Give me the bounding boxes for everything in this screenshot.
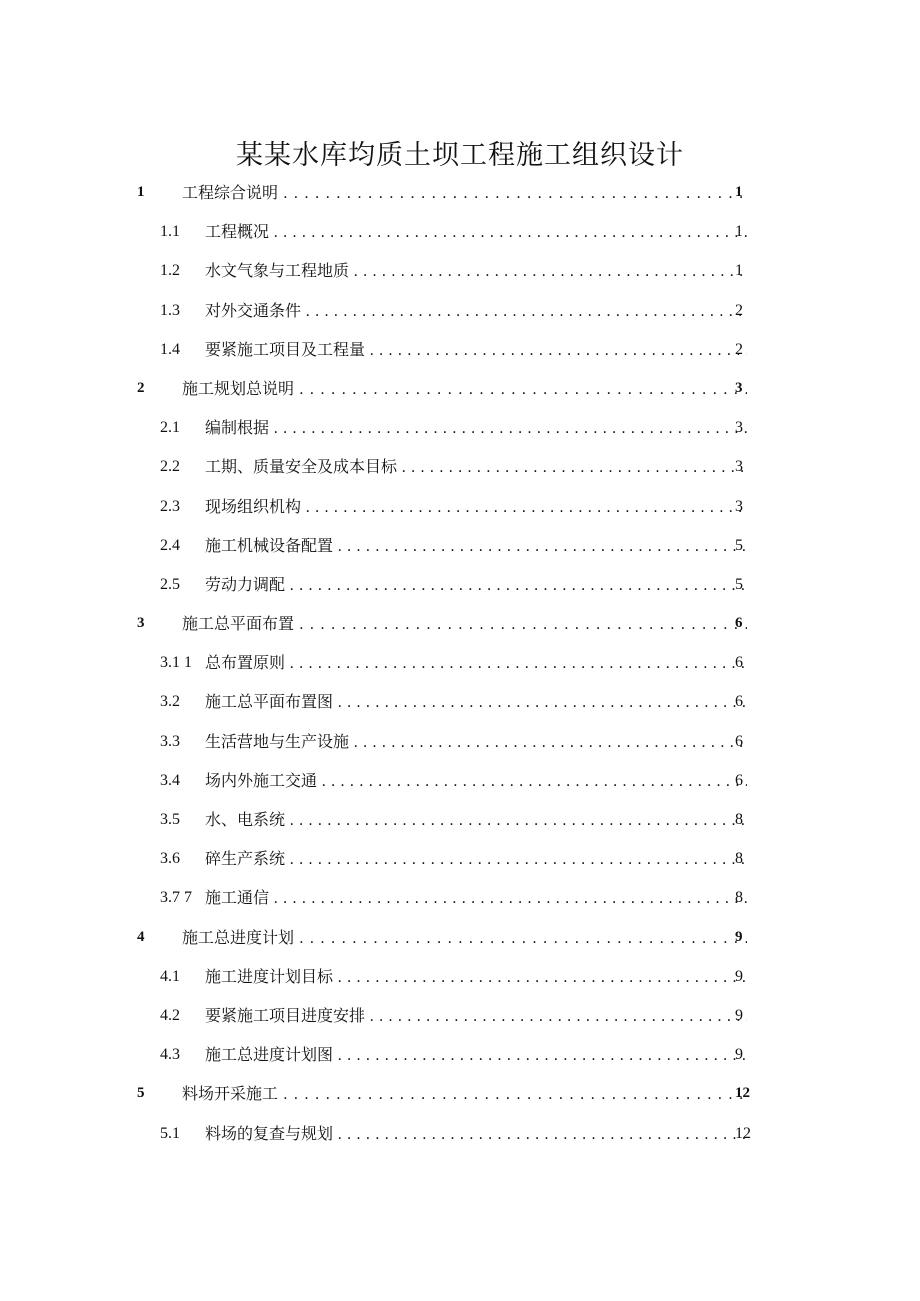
toc-section-entry[interactable] [0,839,920,878]
toc-entry-page-number: 1 [735,262,743,280]
toc-entry-label [205,330,747,370]
toc-entry-page-number: 9 [735,1046,743,1064]
toc-entry-page-number: 12 [735,1124,751,1142]
toc-entry-label [182,1074,747,1114]
toc-entry-label [205,996,747,1036]
toc-entry-number: 2.3 [160,497,180,515]
toc-entry-page-number: 2 [735,301,743,319]
toc-entry-label [205,291,747,331]
toc-entry-number: 1.2 [160,262,180,280]
toc-entry-title: 施工总平面布置 . . . [182,614,747,633]
toc-entry-page-number: 9 [735,967,743,985]
toc-chapter-entry[interactable] [0,604,920,643]
toc-section-entry[interactable] [0,447,920,486]
toc-entry-label [205,565,747,605]
toc-entry-title: 施工总进度计划 . . . [182,928,747,947]
toc-entry-page-number: 1 [735,223,743,241]
toc-entry-title: 水文气象与工程地质 . . . [205,261,747,280]
toc-section-entry[interactable] [0,526,920,565]
toc-entry-label [205,1114,747,1154]
toc-entry-number: 1 [137,184,145,200]
toc-entry-number: 5 [137,1085,145,1102]
toc-entry-page-number: 1 [735,184,743,200]
toc-section-entry[interactable] [0,722,920,761]
toc-entry-label [205,408,747,448]
toc-entry-title: 施工机械设备配置 . . . [205,536,747,555]
toc-entry-number: 2.4 [160,536,180,554]
toc-entry-page-number: 6 [735,732,743,750]
toc-entry-number: 1.1 [160,223,180,241]
toc-section-entry[interactable] [0,251,920,290]
toc-entry-label [205,878,747,918]
toc-entry-title: 现场组织机构 . . . [205,497,747,516]
toc-chapter-entry[interactable] [0,918,920,957]
toc-entry-page-number: 6 [735,615,743,632]
toc-section-entry[interactable] [0,212,920,251]
toc-entry-label [182,604,747,644]
toc-entry-page-number: 5 [735,536,743,554]
toc-entry-page-number: 8 [735,811,743,828]
toc-section-entry[interactable] [0,291,920,330]
toc-section-entry[interactable] [0,330,920,369]
toc-section-entry[interactable] [0,996,920,1035]
toc-entry-number: 5.1 [160,1124,180,1142]
toc-entry-page-number: 8 [735,850,743,868]
toc-entry-number: 1.3 [160,301,180,319]
toc-section-entry[interactable] [0,682,920,721]
toc-entry-title: 要紧施工项目进度安排 . . . [205,1006,747,1025]
toc-entry-page-number: 3 [735,497,743,515]
toc-section-entry[interactable] [0,878,920,917]
toc-entry-title: 生活营地与生产设施 . . . [205,732,747,751]
toc-entry-label [205,800,747,840]
toc-entry-label [205,957,747,997]
toc-entry-title: 碎生产系统 . . . [205,849,747,868]
toc-entry-number: 2.1 [160,419,180,437]
toc-entry-title: 水、电系统 . . . [205,810,747,829]
document-title: 某某水库均质土坝工程施工组织设计 [236,140,684,172]
toc-entry-label [182,918,747,958]
toc-entry-page-number: 12 [735,1085,750,1102]
toc-entry-page-number: 9 [735,1006,743,1024]
toc-entry-number: 3.7 7 [160,889,192,907]
toc-section-entry[interactable] [0,957,920,996]
toc-section-entry[interactable] [0,487,920,526]
toc-entry-number: 4.3 [160,1046,180,1064]
toc-entry-number: 4.2 [160,1006,180,1024]
toc-entry-number: 3.2 [160,693,180,711]
toc-entry-title: 施工进度计划目标 . . . [205,967,747,986]
toc-entry-label [205,487,747,527]
toc-entry-title: 工程概况 . . . [205,222,747,241]
toc-entry-title: 劳动力调配 . . . [205,575,747,594]
toc-section-entry[interactable] [0,643,920,682]
toc-entry-title: 对外交通条件 . . . [205,301,747,320]
toc-entry-label [205,761,747,801]
toc-entry-page-number: 3 [735,379,743,396]
toc-entry-title: 要紧施工项目及工程量 . . . [205,340,747,359]
toc-entry-page-number: 6 [735,693,743,711]
toc-entry-label [205,722,747,762]
toc-chapter-entry[interactable] [0,1074,920,1113]
table-of-contents [0,173,920,1153]
toc-entry-page-number: 5 [735,575,743,593]
toc-entry-title: 施工通信 . . . [205,888,747,907]
toc-entry-page-number: 3 [735,419,743,437]
toc-entry-number: 2 [137,379,145,396]
toc-entry-page-number: 3 [735,458,743,476]
toc-entry-title: 总布置原则 . . . [205,653,747,672]
toc-entry-title: 施工总进度计划图 . . . [205,1045,747,1064]
toc-section-entry[interactable] [0,800,920,839]
toc-chapter-entry[interactable] [0,173,920,212]
toc-entry-page-number: 8 [735,889,743,907]
toc-entry-label [205,839,747,879]
toc-entry-number: 2.2 [160,458,180,476]
toc-chapter-entry[interactable] [0,369,920,408]
toc-section-entry[interactable] [0,565,920,604]
toc-entry-title: 工期、质量安全及成本目标 . . . [205,457,747,476]
toc-entry-label [205,643,747,683]
toc-entry-number: 4 [137,928,145,945]
toc-entry-label [205,1035,747,1075]
toc-section-entry[interactable] [0,1114,920,1153]
toc-entry-title: 工程综合说明 . . . [182,183,747,202]
toc-entry-number: 3.1 1 [160,654,192,672]
toc-entry-label [205,447,747,487]
toc-entry-number: 3.4 [160,771,180,789]
toc-section-entry[interactable] [0,1035,920,1074]
toc-entry-label [182,173,747,213]
toc-entry-number: 2.5 [160,575,180,593]
toc-entry-number: 3.3 [160,732,180,750]
toc-section-entry[interactable] [0,408,920,447]
toc-entry-title: 场内外施工交通 . . . [205,771,747,790]
toc-entry-label [205,526,747,566]
toc-entry-title: 料场开采施工 . . . [182,1084,747,1103]
toc-entry-number: 3.5 [160,811,180,828]
toc-entry-label [205,682,747,722]
toc-entry-number: 3 [137,615,145,632]
toc-entry-number: 3.6 [160,850,180,868]
toc-entry-title: 施工总平面布置图 . . . [205,692,747,711]
toc-entry-number: 1.4 [160,340,180,358]
toc-entry-title: 料场的复查与规划 . . . [205,1124,747,1143]
toc-entry-label [182,369,747,409]
toc-entry-page-number: 9 [735,928,743,945]
toc-entry-label [205,251,747,291]
toc-entry-number: 4.1 [160,967,180,985]
toc-entry-title: 施工规划总说明 . . . [182,379,747,398]
toc-entry-page-number: 6 [735,654,743,672]
toc-entry-page-number: 6 [735,771,743,789]
toc-entry-title: 编制根据 . . . [205,418,747,437]
toc-section-entry[interactable] [0,761,920,800]
toc-entry-label [205,212,747,252]
toc-entry-page-number: 2 [735,340,743,358]
